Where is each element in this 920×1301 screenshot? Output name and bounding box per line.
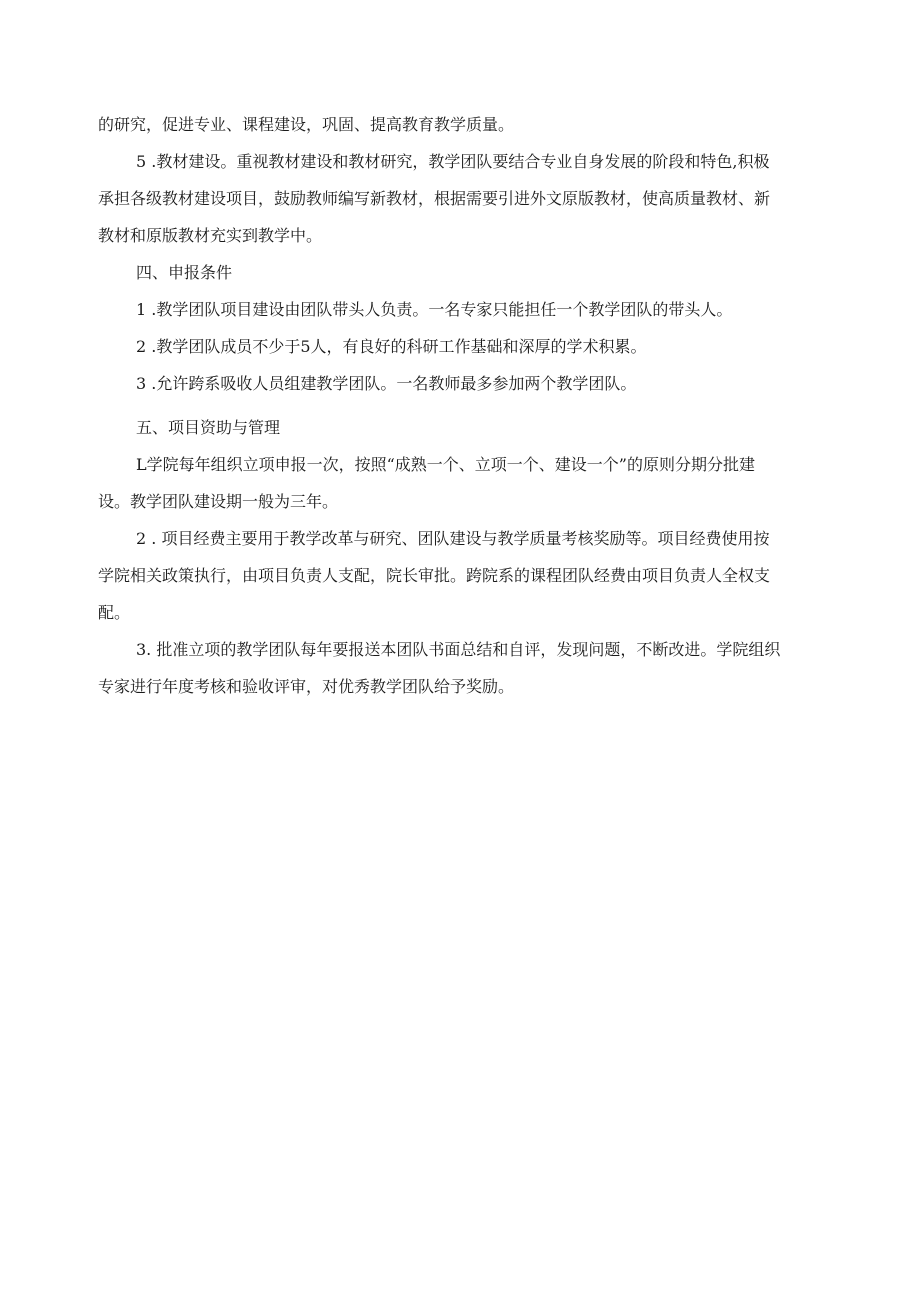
- paragraph-line: 的研究，促进专业、课程建设，巩固、提高教育教学质量。: [98, 115, 515, 134]
- paragraph-line: 5 .教材建设。重视教材建设和教材研究，教学团队要结合专业自身发展的阶段和特色,积极: [136, 152, 770, 171]
- section-heading-5: 五、项目资助与管理: [136, 418, 281, 437]
- paragraph-line: 专家进行年度考核和验收评审，对优秀教学团队给予奖励。: [98, 677, 515, 696]
- section-heading-4: 四、申报条件: [136, 263, 233, 282]
- paragraph-line: 学院相关政策执行，由项目负责人支配，院长审批。跨院系的课程团队经费由项目负责人全权支: [98, 566, 771, 585]
- paragraph-line: 2 .教学团队成员不少于5人，有良好的科研工作基础和深厚的学术积累。: [136, 337, 647, 356]
- paragraph-line: 3. 批准立项的教学团队每年要报送本团队书面总结和自评，发现问题，不断改进。学院组织: [136, 640, 781, 659]
- document-body: [98, 106, 824, 705]
- paragraph-line: 承担各级教材建设项目，鼓励教师编写新教材，根据需要引进外文原版教材，使高质量教材、新: [98, 189, 771, 208]
- paragraph-line: 教材和原版教材充实到教学中。: [98, 226, 323, 245]
- paragraph-line: 设。教学团队建设期一般为三年。: [98, 492, 339, 511]
- spacer: [98, 402, 824, 409]
- paragraph-line: L学院每年组织立项申报一次，按照“成熟一个、立项一个、建设一个”的原则分期分批建: [136, 455, 755, 474]
- paragraph-line: 配。: [98, 603, 131, 622]
- paragraph-line: 2 . 项目经费主要用于教学改革与研究、团队建设与教学质量考核奖励等。项目经费使用按: [136, 529, 770, 548]
- paragraph-line: 1 .教学团队项目建设由团队带头人负责。一名专家只能担任一个教学团队的带头人。: [136, 300, 733, 319]
- paragraph-line: 3 .允许跨系吸收人员组建教学团队。一名教师最多参加两个教学团队。: [136, 374, 637, 393]
